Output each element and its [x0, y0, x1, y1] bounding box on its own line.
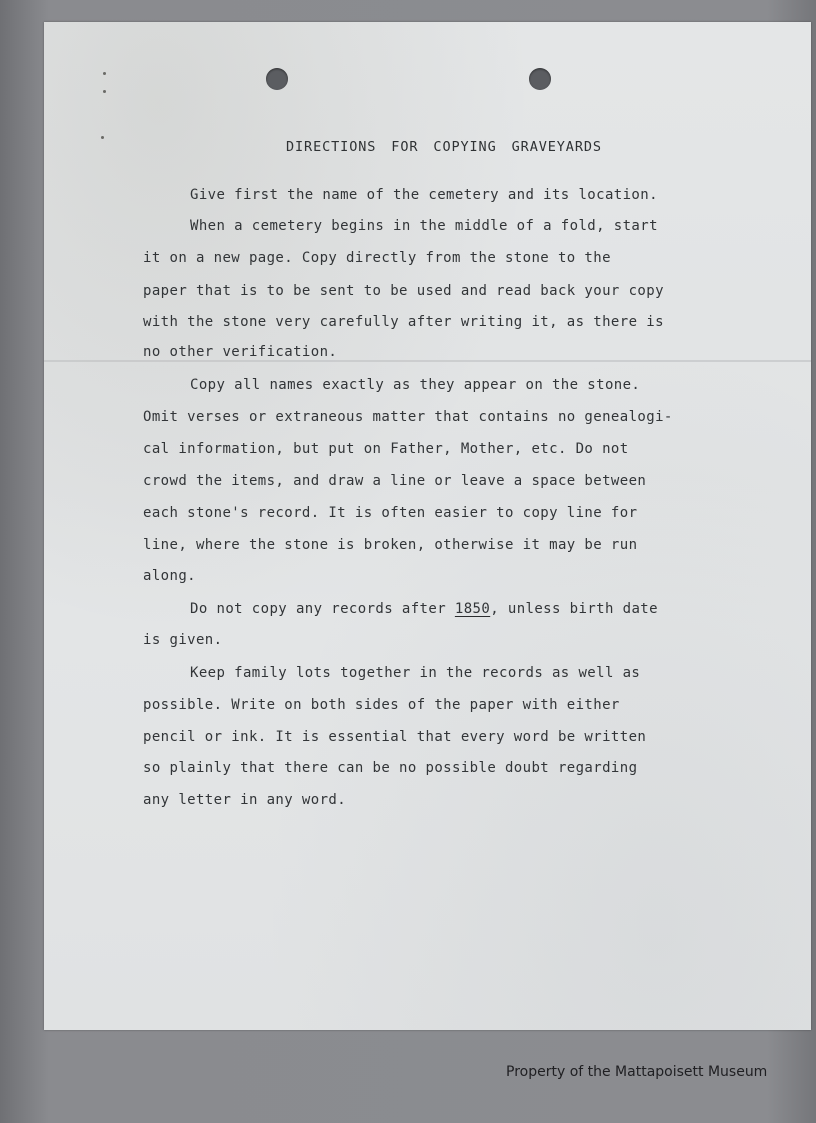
text-line: paper that is to be sent to be used and read back your copy — [143, 283, 664, 299]
text-line: it on a new page. Copy directly from the stone to the — [143, 250, 611, 266]
text-line: Copy all names exactly as they appear on the stone. — [190, 377, 641, 393]
text-line: Keep family lots together in the records as well as — [190, 665, 641, 681]
paper-mark — [103, 90, 106, 93]
text-segment: , unless birth date — [490, 601, 658, 617]
text-line: Omit verses or extraneous matter that contains no genealogi- — [143, 409, 673, 425]
text-line: so plainly that there can be no possible doubt regarding — [143, 760, 638, 776]
text-line: no other verification. — [143, 344, 338, 360]
text-line: line, where the stone is broken, otherwise it may be run — [143, 537, 638, 553]
text-line: cal information, but put on Father, Mother, etc. Do not — [143, 441, 629, 457]
punch-hole-right — [529, 68, 551, 90]
text-line: any letter in any word. — [143, 792, 347, 808]
underlined-year: 1850 — [454, 601, 491, 617]
document-title: DIRECTIONS FOR COPYING GRAVEYARDS — [286, 139, 602, 155]
text-line: is given. — [143, 632, 223, 648]
typed-page — [44, 22, 811, 1030]
text-line: crowd the items, and draw a line or leave a space between — [143, 473, 647, 489]
text-line: pencil or ink. It is essential that every word be written — [143, 729, 647, 745]
punch-hole-left — [266, 68, 288, 90]
text-line: possible. Write on both sides of the paper with either — [143, 697, 620, 713]
text-line — [190, 601, 658, 617]
paper-fold — [44, 360, 811, 362]
text-line: with the stone very carefully after writing it, as there is — [143, 314, 664, 330]
text-line: along. — [143, 568, 196, 584]
text-line: Give first the name of the cemetery and its location. — [190, 187, 658, 203]
paper-mark — [103, 72, 106, 75]
text-line: When a cemetery begins in the middle of a fold, start — [190, 218, 658, 234]
paper-mark — [101, 136, 104, 139]
museum-watermark: Property of the Mattapoisett Museum — [506, 1064, 768, 1080]
text-line: each stone's record. It is often easier to copy line for — [143, 505, 638, 521]
text-segment: Do not copy any records after — [190, 601, 455, 617]
